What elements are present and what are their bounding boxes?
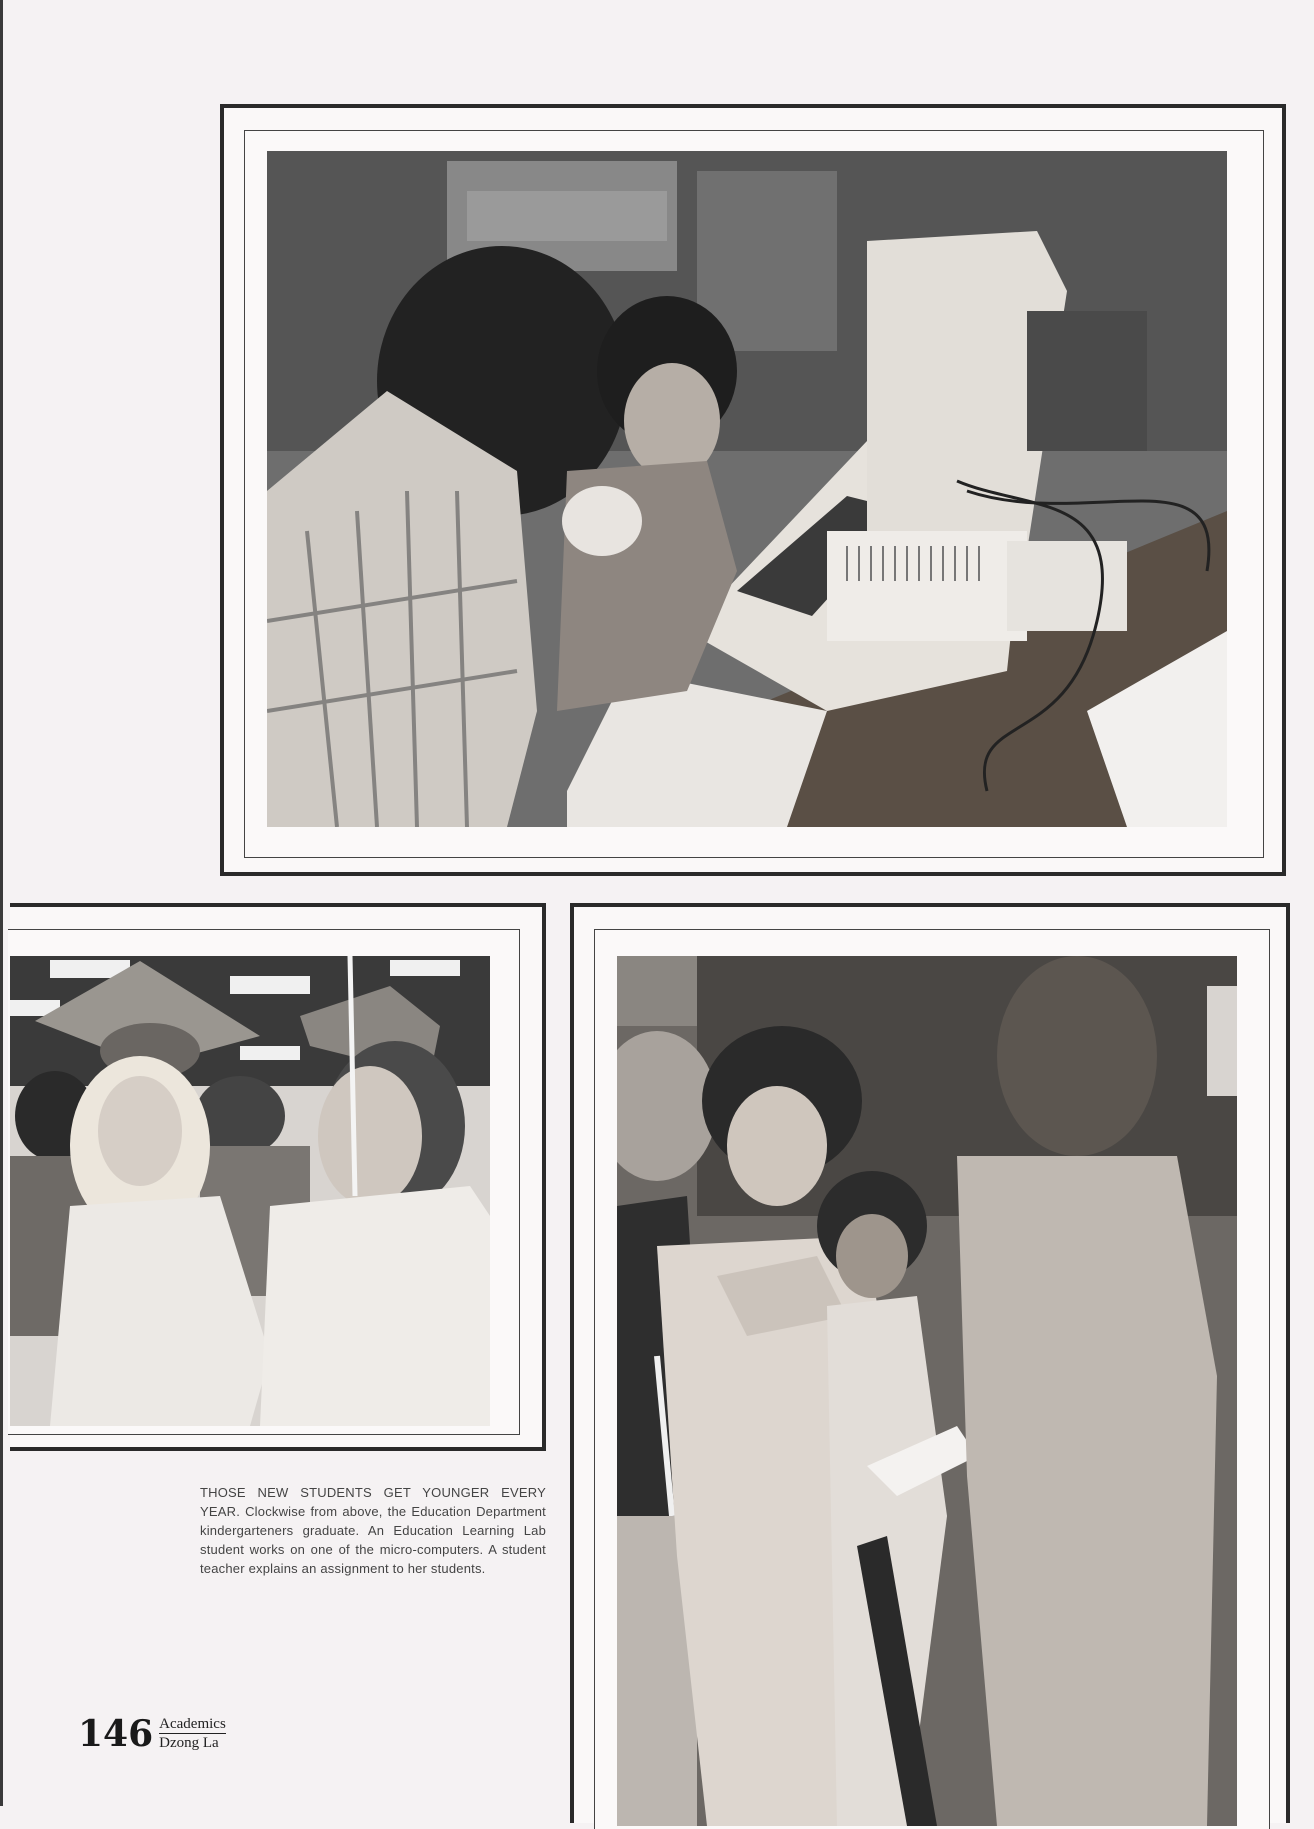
photo-frame-bottom-right [570, 903, 1290, 1823]
photo-inner-border [244, 130, 1264, 858]
page-number: 146 [78, 1713, 154, 1755]
book-title: Dzong La [159, 1735, 219, 1751]
section-label: Academics [159, 1716, 226, 1732]
photo-frame-top [220, 104, 1286, 876]
folio [78, 1714, 226, 1754]
page-edge [0, 0, 3, 1806]
student-teacher-photo [617, 956, 1237, 1826]
photo-caption: THOSE NEW STUDENTS GET YOUNGER EVERY YEAR. Clockwise from above, the Education Department kindergarteners graduate. An Education Learning Lab student works on one of the micro-computers. A student teacher explains an assignment to her students. [200, 1485, 546, 1576]
photo-inner-border [594, 929, 1270, 1829]
photo-inner-border [8, 929, 520, 1435]
computer-lab-photo [267, 151, 1227, 827]
folio-labels [159, 1716, 226, 1752]
kindergarten-graduation-photo [10, 956, 490, 1426]
photo-frame-bottom-left [10, 903, 546, 1451]
